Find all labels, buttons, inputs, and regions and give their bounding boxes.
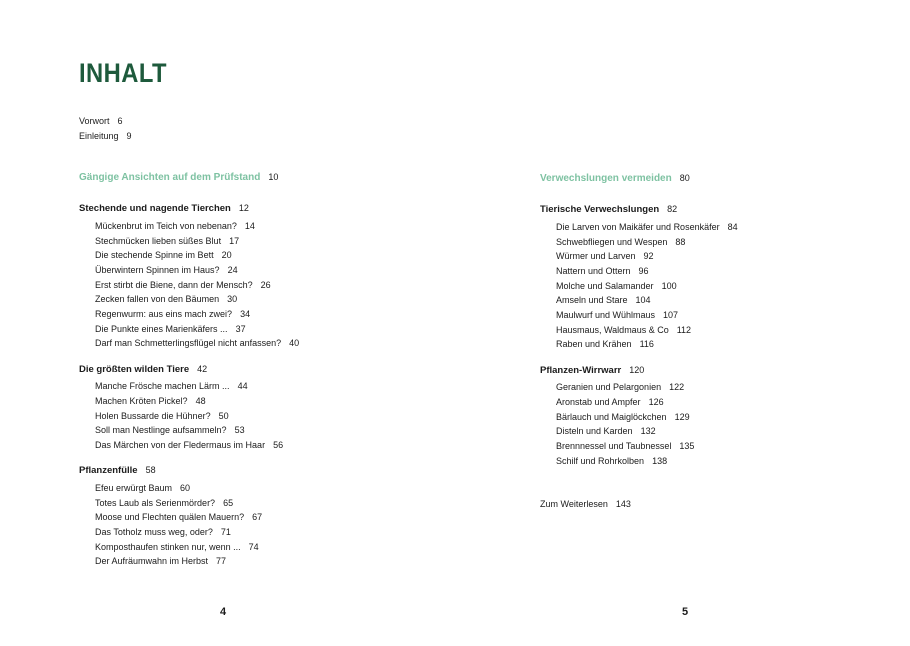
toc-entry[interactable] xyxy=(95,379,248,393)
toc-chapter-title: Stechende und nagende Tierchen xyxy=(79,203,231,214)
toc-entry[interactable] xyxy=(556,249,654,263)
toc-page-number: 112 xyxy=(676,325,692,335)
toc-page-number: 82 xyxy=(667,204,678,214)
toc-entry-title: Maulwurf und Wühlmaus xyxy=(556,310,656,320)
toc-entry[interactable] xyxy=(95,278,271,292)
toc-page-number: 129 xyxy=(674,412,690,422)
toc-chapter-title: Tierische Verwechslungen xyxy=(540,204,660,215)
toc-page-number: 40 xyxy=(289,338,300,348)
toc-entry-title: Raben und Krähen xyxy=(556,339,632,349)
toc-entry[interactable] xyxy=(556,220,738,234)
toc-entry[interactable] xyxy=(95,234,239,248)
toc-entry[interactable] xyxy=(556,395,664,409)
toc-entry[interactable] xyxy=(556,235,685,249)
toc-chapter-title: Pflanzenfülle xyxy=(79,465,138,476)
toc-entry-title: Das Märchen von der Fledermaus im Haar xyxy=(95,440,266,450)
toc-entry-title: Totes Laub als Serienmörder? xyxy=(95,498,216,508)
toc-entry[interactable] xyxy=(556,439,694,453)
toc-entry-title: Geranien und Pelargonien xyxy=(556,382,662,392)
toc-entry[interactable] xyxy=(95,292,237,306)
toc-chapter-heading[interactable] xyxy=(540,363,644,378)
toc-chapter-title: Die größten wilden Tiere xyxy=(79,364,190,375)
toc-entry-title: Manche Frösche machen Lärm ... xyxy=(95,381,230,391)
toc-entry[interactable] xyxy=(95,423,245,437)
toc-page-number: 9 xyxy=(126,131,132,141)
toc-page-number: 24 xyxy=(227,265,238,275)
toc-entry-title: Darf man Schmetterlingsflügel nicht anfassen? xyxy=(95,338,282,348)
toc-entry[interactable] xyxy=(556,279,677,293)
toc-entry-title: Schwebfliegen und Wespen xyxy=(556,237,668,247)
toc-page-number: 37 xyxy=(235,324,246,334)
toc-entry[interactable] xyxy=(95,322,246,336)
toc-entry[interactable] xyxy=(95,554,226,568)
toc-section-heading[interactable] xyxy=(540,171,690,186)
toc-entry-title: Soll man Nestlinge aufsammeln? xyxy=(95,425,227,435)
toc-page-number: 67 xyxy=(252,512,263,522)
toc-entry[interactable] xyxy=(95,540,259,554)
toc-entry-title: Regenwurm: aus eins mach zwei? xyxy=(95,309,233,319)
toc-entry-title: Amseln und Stare xyxy=(556,295,628,305)
toc-chapter-heading[interactable] xyxy=(79,201,249,216)
toc-page-number: 120 xyxy=(629,365,645,375)
toc-entry-title: Hausmaus, Waldmaus & Co xyxy=(556,325,669,335)
toc-entry-title: Mückenbrut im Teich von nebenan? xyxy=(95,221,237,231)
toc-page-number: 48 xyxy=(195,396,206,406)
toc-chapter-heading[interactable] xyxy=(540,202,677,217)
toc-entry-title: Komposthaufen stinken nur, wenn ... xyxy=(95,542,241,552)
toc-page-number: 138 xyxy=(652,456,668,466)
toc-entry[interactable] xyxy=(95,496,233,510)
page-number: 5 xyxy=(682,606,689,618)
toc-entry-title: Zum Weiterlesen xyxy=(540,499,608,509)
toc-entry[interactable] xyxy=(556,337,654,351)
toc-page-number: 74 xyxy=(248,542,259,552)
toc-page-number: 116 xyxy=(639,339,654,349)
toc-entry-title: Machen Kröten Pickel? xyxy=(95,396,188,406)
toc-entry[interactable] xyxy=(556,308,678,322)
toc-entry[interactable] xyxy=(556,454,667,468)
toc-section-title: Gängige Ansichten auf dem Prüfstand xyxy=(79,172,261,183)
toc-entry-title: Holen Bussarde die Hühner? xyxy=(95,411,211,421)
toc-entry[interactable] xyxy=(556,424,656,438)
toc-entry[interactable] xyxy=(95,438,283,452)
toc-page-number: 14 xyxy=(244,221,255,231)
toc-entry-title: Vorwort xyxy=(79,116,110,126)
toc-page-number: 77 xyxy=(216,556,227,566)
toc-section-title: Verwechslungen vermeiden xyxy=(540,173,672,184)
toc-page-number: 96 xyxy=(638,266,649,276)
toc-entry-title: Schilf und Rohrkolben xyxy=(556,456,645,466)
toc-entry[interactable] xyxy=(95,409,229,423)
toc-page-number: 135 xyxy=(679,441,695,451)
toc-entry[interactable] xyxy=(95,248,232,262)
toc-entry-title: Molche und Salamander xyxy=(556,281,654,291)
toc-entry-further-reading[interactable] xyxy=(540,497,631,511)
toc-page-number: 65 xyxy=(223,498,234,508)
toc-entry-title: Disteln und Karden xyxy=(556,426,633,436)
toc-entry-title: Würmer und Larven xyxy=(556,251,636,261)
right-page xyxy=(455,0,910,646)
toc-entry-title: Moose und Flechten quälen Mauern? xyxy=(95,512,245,522)
toc-page-number: 132 xyxy=(640,426,656,436)
toc-entry[interactable] xyxy=(95,263,238,277)
toc-page-number: 92 xyxy=(643,251,654,261)
toc-page-number: 50 xyxy=(218,411,229,421)
toc-page-number: 88 xyxy=(675,237,686,247)
toc-chapter-heading[interactable] xyxy=(79,463,156,478)
toc-entry[interactable] xyxy=(95,336,299,350)
toc-page-number: 84 xyxy=(727,222,738,232)
toc-entry-title: Stechmücken lieben süßes Blut xyxy=(95,236,222,246)
toc-entry[interactable] xyxy=(95,481,190,495)
toc-entry-vorwort[interactable] xyxy=(79,114,123,128)
toc-page-number: 71 xyxy=(220,527,231,537)
toc-page-number: 60 xyxy=(180,483,191,493)
toc-page-number: 80 xyxy=(679,173,690,183)
toc-page-number: 53 xyxy=(234,425,245,435)
toc-entry-title: Die Larven von Maikäfer und Rosenkäfer xyxy=(556,222,720,232)
toc-entry-title: Nattern und Ottern xyxy=(556,266,631,276)
toc-entry[interactable] xyxy=(556,293,651,307)
toc-page-number: 30 xyxy=(227,294,238,304)
toc-entry[interactable] xyxy=(95,525,231,539)
toc-page-number: 58 xyxy=(145,465,156,475)
toc-entry-title: Die stechende Spinne im Bett xyxy=(95,250,214,260)
toc-entry-title: Efeu erwürgt Baum xyxy=(95,483,173,493)
toc-chapter-heading[interactable] xyxy=(79,362,207,377)
toc-entry-title: Die Punkte eines Marienkäfers ... xyxy=(95,324,228,334)
toc-entry-title: Der Aufräumwahn im Herbst xyxy=(95,556,209,566)
toc-entry-title: Bärlauch und Maiglöckchen xyxy=(556,412,667,422)
toc-page-number: 17 xyxy=(229,236,240,246)
toc-entry[interactable] xyxy=(556,410,690,424)
toc-page-number: 26 xyxy=(260,280,271,290)
toc-page-number: 126 xyxy=(648,397,664,407)
toc-page-number: 100 xyxy=(661,281,677,291)
toc-entry-title: Erst stirbt die Biene, dann der Mensch? xyxy=(95,280,253,290)
toc-page-number: 20 xyxy=(221,250,232,260)
toc-page-number: 122 xyxy=(669,382,685,392)
toc-entry[interactable] xyxy=(95,510,262,524)
toc-section-heading[interactable] xyxy=(79,170,278,185)
toc-page-number: 34 xyxy=(240,309,251,319)
toc-entry-title: Einleitung xyxy=(79,131,119,141)
toc-page-number: 42 xyxy=(197,364,208,374)
toc-page-number: 44 xyxy=(237,381,248,391)
toc-entry[interactable] xyxy=(556,264,649,278)
toc-entry-title: Aronstab und Ampfer xyxy=(556,397,641,407)
toc-entry-einleitung[interactable] xyxy=(79,129,132,143)
toc-entry[interactable] xyxy=(95,394,206,408)
toc-entry-title: Überwintern Spinnen im Haus? xyxy=(95,265,220,275)
toc-page-number: 56 xyxy=(273,440,284,450)
toc-entry-title: Brennnessel und Taubnessel xyxy=(556,441,672,451)
toc-entry[interactable] xyxy=(95,307,250,321)
toc-entry-title: Das Totholz muss weg, oder? xyxy=(95,527,213,537)
toc-page-number: 12 xyxy=(238,203,249,213)
toc-entry[interactable] xyxy=(556,380,684,394)
toc-entry-title: Zecken fallen von den Bäumen xyxy=(95,294,220,304)
toc-page-number: 6 xyxy=(117,116,123,126)
toc-page-number: 107 xyxy=(663,310,679,320)
toc-chapter-title: Pflanzen-Wirrwarr xyxy=(540,365,622,376)
toc-page-number: 143 xyxy=(615,499,631,509)
toc-page-number: 10 xyxy=(268,172,279,182)
page-number: 4 xyxy=(220,606,227,618)
toc-entry[interactable] xyxy=(556,323,691,337)
page-title: INHALT xyxy=(79,58,167,88)
toc-entry[interactable] xyxy=(95,219,255,233)
toc-page-number: 104 xyxy=(635,295,651,305)
